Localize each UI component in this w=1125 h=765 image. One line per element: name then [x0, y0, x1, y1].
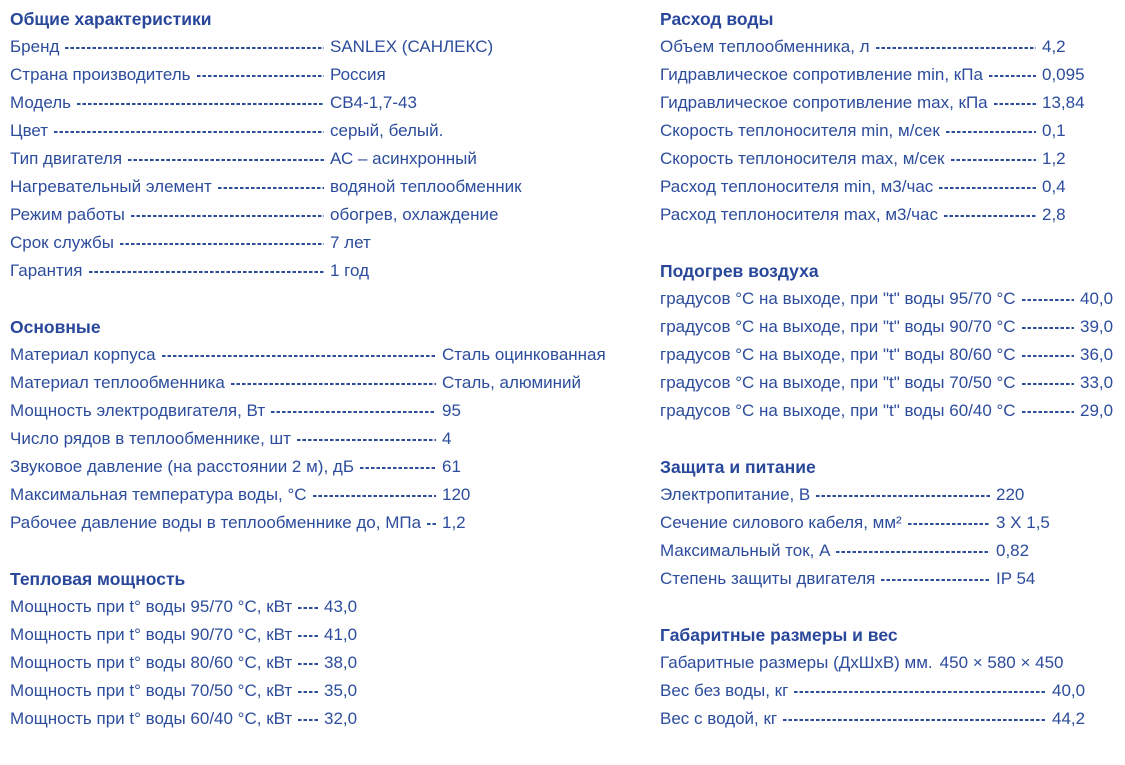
spec-value: 13,84	[1042, 93, 1085, 112]
spec-section-protection-power	[660, 453, 1122, 593]
spec-value: 29,0	[1080, 401, 1114, 420]
spec-label: Мощность при t° воды 60/40 °С, кВт	[10, 709, 293, 728]
spec-row	[10, 621, 572, 649]
spec-row	[10, 117, 572, 145]
spec-section-general	[10, 5, 572, 285]
spec-value: 2,8	[1042, 205, 1066, 224]
spec-row	[660, 89, 1122, 117]
spec-value: 40,0	[1052, 681, 1086, 700]
spec-value: 4,2	[1042, 37, 1066, 56]
spec-label: Сечение силового кабеля, мм²	[660, 513, 902, 532]
dash-leader	[1022, 355, 1074, 357]
spec-row	[660, 117, 1122, 145]
spec-label: Гидравлическое сопротивление max, кПа	[660, 93, 988, 112]
spec-label: Скорость теплоносителя max, м/сек	[660, 149, 945, 168]
label-and-leader	[10, 341, 442, 369]
label-and-leader	[10, 677, 324, 705]
dash-leader	[54, 131, 324, 133]
dash-leader	[77, 103, 324, 105]
spec-row	[10, 677, 572, 705]
spec-section-thermal-power	[10, 565, 572, 733]
spec-label: градусов °С на выходе, при "t" воды 95/70 °С	[660, 289, 1016, 308]
label-and-leader	[10, 369, 442, 397]
spec-label: Максимальный ток, А	[660, 541, 831, 560]
spec-label: Максимальная температура воды, °С	[10, 485, 307, 504]
spec-value: 32,0	[324, 709, 358, 728]
label-and-leader	[10, 397, 442, 425]
spec-label: Гидравлическое сопротивление min, кПа	[660, 65, 983, 84]
spec-label: Электропитание, В	[660, 485, 811, 504]
spec-column-right	[660, 5, 1122, 733]
spec-label: Гарантия	[10, 261, 83, 280]
spec-row	[10, 369, 582, 397]
spec-row	[10, 89, 572, 117]
dash-leader	[836, 551, 990, 553]
spec-value: 33,0	[1080, 373, 1114, 392]
spec-row	[660, 537, 1122, 565]
section-heading: Общие характеристики	[10, 9, 212, 29]
spec-value: Сталь, алюминий	[442, 373, 582, 392]
label-and-leader	[660, 677, 1052, 705]
label-and-leader	[10, 257, 330, 285]
label-and-leader	[660, 61, 1042, 89]
spec-value: 1,2	[1042, 149, 1066, 168]
dash-leader	[1022, 327, 1074, 329]
spec-value: Россия	[330, 65, 386, 84]
label-and-leader	[10, 61, 330, 89]
dash-leader	[65, 47, 324, 49]
spec-value: 450 × 580 × 450	[939, 653, 1064, 672]
spec-row	[10, 201, 572, 229]
spec-value: 43,0	[324, 597, 358, 616]
dash-leader	[231, 383, 436, 385]
spec-row	[660, 397, 1122, 425]
spec-value: серый, белый.	[330, 121, 444, 140]
spec-value: 0,1	[1042, 121, 1066, 140]
section-heading: Подогрев воздуха	[660, 261, 819, 281]
spec-row	[660, 369, 1122, 397]
dash-leader	[197, 75, 324, 77]
spec-value: АС – асинхронный	[330, 149, 477, 168]
dash-leader	[881, 579, 990, 581]
spec-label: Мощность при t° воды 95/70 °С, кВт	[10, 597, 293, 616]
section-heading: Основные	[10, 317, 101, 337]
label-and-leader	[660, 649, 933, 677]
dash-leader	[313, 495, 436, 497]
label-and-leader	[660, 509, 996, 537]
spec-label: Рабочее давление воды в теплообменнике до, МПа	[10, 513, 422, 532]
dash-leader	[298, 635, 318, 637]
dash-leader	[989, 75, 1036, 77]
spec-value: 4	[442, 429, 452, 448]
spec-value: 0,095	[1042, 65, 1085, 84]
spec-label: Мощность электродвигателя, Вт	[10, 401, 266, 420]
spec-row	[660, 481, 1122, 509]
spec-row	[660, 649, 1122, 677]
label-and-leader	[660, 481, 996, 509]
spec-row	[10, 593, 572, 621]
spec-label: Нагревательный элемент	[10, 177, 212, 196]
spec-label: Звуковое давление (на расстоянии 2 м), дБ	[10, 457, 354, 476]
dash-leader	[783, 719, 1046, 721]
label-and-leader	[10, 621, 324, 649]
section-heading: Расход воды	[660, 9, 774, 29]
dash-leader	[939, 187, 1036, 189]
label-and-leader	[660, 285, 1080, 313]
label-and-leader	[660, 313, 1080, 341]
spec-label: Цвет	[10, 121, 49, 140]
label-and-leader	[10, 649, 324, 677]
label-and-leader	[660, 341, 1080, 369]
spec-label: Мощность при t° воды 70/50 °С, кВт	[10, 681, 293, 700]
spec-label: Материал теплообменника	[10, 373, 225, 392]
spec-value: 41,0	[324, 625, 358, 644]
spec-row	[10, 705, 572, 733]
spec-row	[10, 341, 606, 369]
spec-section-dimensions-weight	[660, 621, 1122, 733]
label-and-leader	[660, 201, 1042, 229]
dash-leader	[794, 691, 1046, 693]
spec-value: обогрев, охлаждение	[330, 205, 499, 224]
spec-label: Вес с водой, кг	[660, 709, 778, 728]
label-and-leader	[660, 369, 1080, 397]
spec-value: 3 Х 1,5	[996, 513, 1050, 532]
label-and-leader	[10, 89, 330, 117]
spec-value: 7 лет	[330, 233, 371, 252]
spec-row	[10, 257, 572, 285]
dash-leader	[120, 243, 324, 245]
spec-label: Модель	[10, 93, 72, 112]
label-and-leader	[10, 705, 324, 733]
spec-column-left	[10, 5, 606, 733]
label-and-leader	[10, 453, 442, 481]
dash-leader	[944, 215, 1036, 217]
spec-row	[10, 173, 572, 201]
label-and-leader	[10, 481, 442, 509]
spec-label: Материал корпуса	[10, 345, 156, 364]
spec-row	[660, 33, 1122, 61]
spec-row	[10, 649, 572, 677]
spec-label: Тип двигателя	[10, 149, 123, 168]
spec-label: Скорость теплоносителя min, м/сек	[660, 121, 940, 140]
spec-row	[10, 229, 572, 257]
spec-label: Режим работы	[10, 205, 125, 224]
dash-leader	[131, 215, 324, 217]
dash-leader	[162, 355, 436, 357]
spec-value: 61	[442, 457, 461, 476]
spec-label: Расход теплоносителя min, м3/час	[660, 177, 934, 196]
spec-value: 38,0	[324, 653, 358, 672]
spec-row	[10, 481, 572, 509]
spec-section-air-heating	[660, 257, 1122, 425]
spec-label: Бренд	[10, 37, 60, 56]
dash-leader	[89, 271, 325, 273]
dash-leader	[218, 187, 324, 189]
label-and-leader	[10, 229, 330, 257]
dash-leader	[876, 47, 1036, 49]
spec-value: 40,0	[1080, 289, 1114, 308]
spec-row	[660, 145, 1122, 173]
spec-row	[10, 509, 572, 537]
spec-value: 1,2	[442, 513, 466, 532]
spec-value: 44,2	[1052, 709, 1086, 728]
dash-leader	[297, 439, 436, 441]
label-and-leader	[660, 89, 1042, 117]
spec-row	[660, 61, 1122, 89]
spec-value: 95	[442, 401, 461, 420]
dash-leader	[427, 523, 436, 525]
spec-label: градусов °С на выходе, при "t" воды 70/50 °С	[660, 373, 1016, 392]
spec-row	[10, 33, 572, 61]
spec-value: IP 54	[996, 569, 1036, 588]
label-and-leader	[10, 117, 330, 145]
spec-row	[660, 285, 1122, 313]
label-and-leader	[660, 565, 996, 593]
spec-value: водяной теплообменник	[330, 177, 522, 196]
spec-row	[10, 61, 572, 89]
spec-row	[660, 705, 1122, 733]
dash-leader	[994, 103, 1036, 105]
spec-label: Срок службы	[10, 233, 114, 252]
dash-leader	[271, 411, 436, 413]
dash-leader	[298, 691, 318, 693]
dash-leader	[298, 663, 318, 665]
spec-label: градусов °С на выходе, при "t" воды 60/40 °С	[660, 401, 1016, 420]
spec-row	[660, 677, 1122, 705]
spec-label: Число рядов в теплообменнике, шт	[10, 429, 291, 448]
spec-label: Объем теплообменника, л	[660, 37, 870, 56]
spec-label: градусов °С на выходе, при "t" воды 90/70 °С	[660, 317, 1016, 336]
spec-row	[10, 453, 572, 481]
dash-leader	[1022, 383, 1074, 385]
spec-row	[660, 509, 1122, 537]
spec-label: Мощность при t° воды 80/60 °С, кВт	[10, 653, 293, 672]
label-and-leader	[660, 145, 1042, 173]
section-heading: Тепловая мощность	[10, 569, 186, 589]
spec-row	[660, 341, 1122, 369]
dash-leader	[360, 467, 436, 469]
label-and-leader	[10, 33, 330, 61]
spec-value: СВ4-1,7-43	[330, 93, 417, 112]
spec-row	[660, 313, 1122, 341]
spec-row	[660, 201, 1122, 229]
spec-section-main	[10, 313, 606, 537]
dash-leader	[951, 159, 1037, 161]
spec-row	[660, 173, 1122, 201]
spec-value: 0,4	[1042, 177, 1066, 196]
spec-value: 35,0	[324, 681, 358, 700]
spec-value: 0,82	[996, 541, 1030, 560]
spec-row	[660, 565, 1122, 593]
spec-section-water-flow	[660, 5, 1122, 229]
spec-value: SANLEX (САНЛЕКС)	[330, 37, 494, 56]
spec-value: 36,0	[1080, 345, 1114, 364]
dash-leader	[1022, 411, 1074, 413]
label-and-leader	[10, 173, 330, 201]
spec-label: Габаритные размеры (ДхШхВ) мм.	[660, 653, 933, 672]
spec-value: 1 год	[330, 261, 370, 280]
spec-label: градусов °С на выходе, при "t" воды 80/60 °С	[660, 345, 1016, 364]
label-and-leader	[660, 397, 1080, 425]
spec-value: 220	[996, 485, 1025, 504]
dash-leader	[1022, 299, 1074, 301]
spec-row	[10, 397, 572, 425]
label-and-leader	[660, 33, 1042, 61]
spec-value: Сталь оцинкованная	[442, 345, 606, 364]
label-and-leader	[10, 425, 442, 453]
dash-leader	[908, 523, 990, 525]
label-and-leader	[660, 117, 1042, 145]
dash-leader	[816, 495, 990, 497]
spec-label: Расход теплоносителя max, м3/час	[660, 205, 938, 224]
dash-leader	[128, 159, 324, 161]
section-heading: Габаритные размеры и вес	[660, 625, 898, 645]
dash-leader	[298, 719, 318, 721]
dash-leader	[298, 607, 318, 609]
label-and-leader	[10, 201, 330, 229]
label-and-leader	[10, 593, 324, 621]
spec-label: Вес без воды, кг	[660, 681, 789, 700]
label-and-leader	[660, 705, 1052, 733]
section-heading: Защита и питание	[660, 457, 816, 477]
label-and-leader	[660, 537, 996, 565]
label-and-leader	[10, 509, 442, 537]
spec-label: Степень защиты двигателя	[660, 569, 876, 588]
spec-value: 39,0	[1080, 317, 1114, 336]
dash-leader	[946, 131, 1036, 133]
spec-row	[10, 425, 572, 453]
spec-label: Мощность при t° воды 90/70 °С, кВт	[10, 625, 293, 644]
spec-value: 120	[442, 485, 471, 504]
label-and-leader	[660, 173, 1042, 201]
label-and-leader	[10, 145, 330, 173]
spec-label: Страна производитель	[10, 65, 191, 84]
spec-row	[10, 145, 572, 173]
